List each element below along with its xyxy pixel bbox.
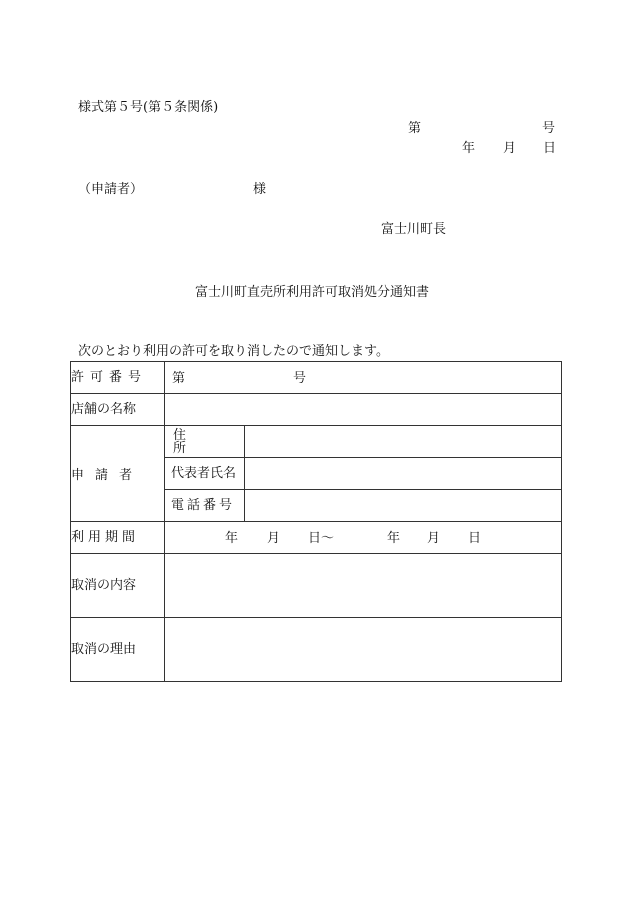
period-day-end: 日	[468, 531, 482, 546]
doc-number-prefix: 第	[408, 121, 422, 136]
permit-number-prefix: 第	[172, 371, 186, 386]
issuer-name: 富士川町長	[381, 222, 447, 237]
date-day: 日	[543, 141, 557, 156]
permit-number-label-cell	[71, 362, 165, 394]
permit-number-value-cell	[165, 362, 562, 394]
address-label-cell	[165, 426, 245, 458]
doc-number-suffix: 号	[542, 121, 556, 136]
permit-number-suffix: 号	[293, 371, 307, 386]
row-store-name	[71, 394, 562, 426]
cancellation-content-label-cell	[71, 554, 165, 618]
cancellation-content-value-cell	[165, 554, 562, 618]
period-day-start: 日〜	[308, 531, 335, 546]
applicant-label-cell	[71, 426, 165, 522]
form-number: 様式第５号(第５条関係)	[78, 100, 219, 115]
row-period	[71, 522, 562, 554]
cancellation-reason-value-cell	[165, 618, 562, 682]
store-name-label: 店舗の名称	[71, 402, 137, 417]
row-cancellation-reason	[71, 618, 562, 682]
date-month: 月	[503, 141, 517, 156]
row-permit-number	[71, 362, 562, 394]
cancellation-content-label: 取消の内容	[71, 578, 137, 593]
row-applicant-address	[71, 426, 562, 458]
period-label-cell	[71, 522, 165, 554]
period-label: 利用期間	[71, 530, 140, 545]
period-year-start: 年	[225, 531, 239, 546]
representative-value-cell	[245, 458, 562, 490]
phone-label-cell	[165, 490, 245, 522]
period-value-cell	[165, 522, 562, 554]
date-year: 年	[462, 141, 476, 156]
cancellation-reason-label-cell	[71, 618, 165, 682]
address-value-cell	[245, 426, 562, 458]
addressee-honorific: 様	[253, 182, 267, 197]
addressee-label: （申請者）	[78, 182, 144, 197]
phone-value-cell	[245, 490, 562, 522]
period-year-end: 年	[387, 531, 401, 546]
phone-label: 電話番号	[171, 498, 236, 513]
row-cancellation-content	[71, 554, 562, 618]
representative-label-cell	[165, 458, 245, 490]
period-month-end: 月	[427, 531, 441, 546]
store-name-value-cell	[165, 394, 562, 426]
address-label: 住所	[173, 427, 214, 456]
applicant-label: 申請者	[71, 468, 144, 483]
store-name-label-cell	[71, 394, 165, 426]
intro-text: 次のとおり利用の許可を取り消したので通知します。	[78, 344, 389, 359]
document-title: 富士川町直売所利用許可取消処分通知書	[195, 285, 430, 300]
representative-label: 代表者氏名	[171, 466, 237, 481]
period-month-start: 月	[267, 531, 281, 546]
cancellation-reason-label: 取消の理由	[71, 642, 137, 657]
permit-number-label: 許可番号	[71, 370, 148, 385]
notice-table	[70, 361, 562, 682]
